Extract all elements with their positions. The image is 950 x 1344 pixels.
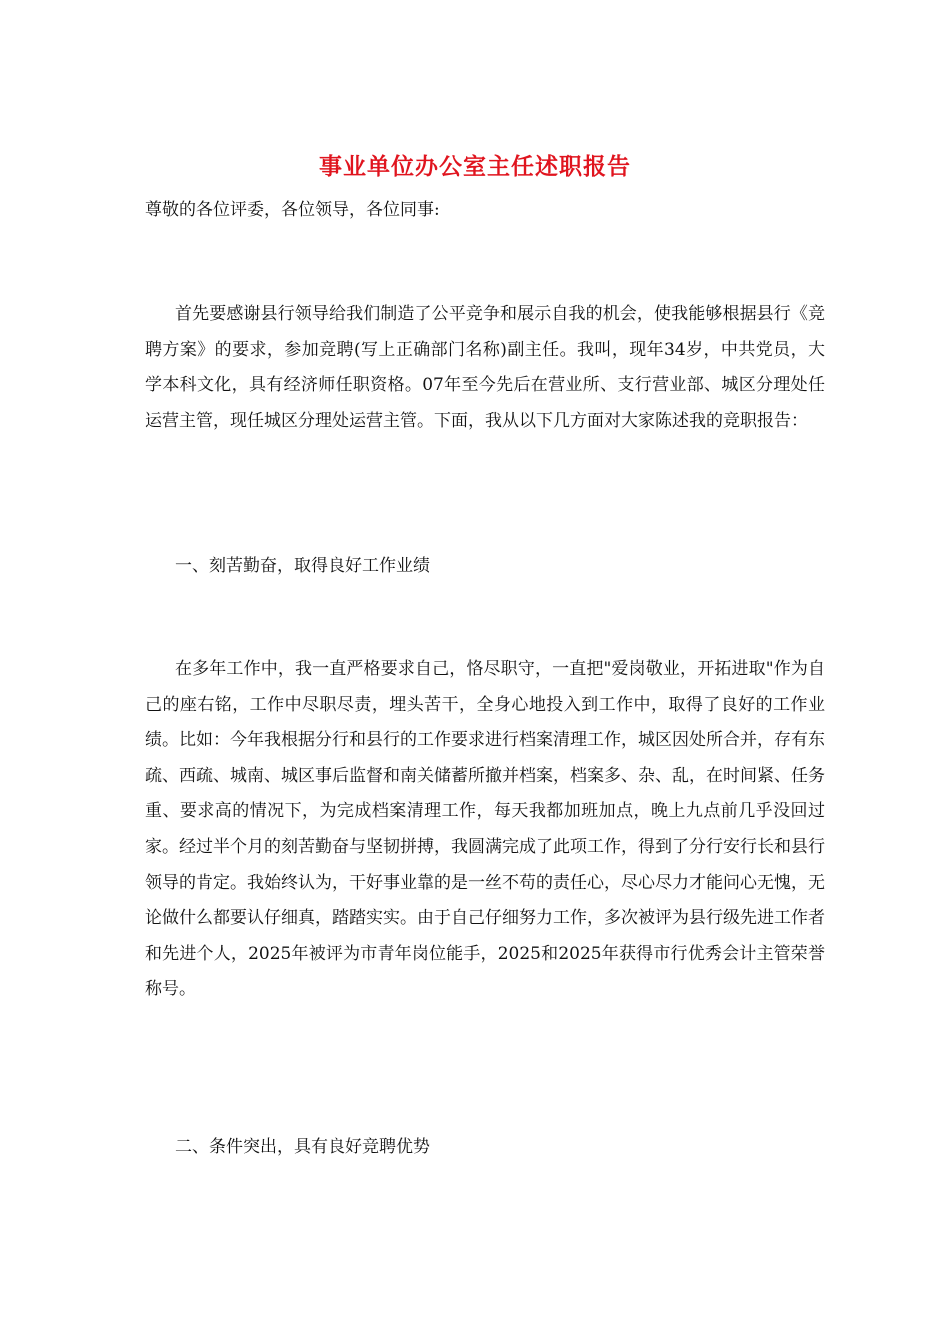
paragraph-introduction: 首先要感谢县行领导给我们制造了公平竞争和展示自我的机会，使我能够根据县行《竞聘方案》的要求，参加竞聘(写上正确部门名称)副主任。我叫，现年34岁，中共党员，大学本科文化，具有经济师任职资格。07年至今先后在营业所、支行营业部、城区分理处任运营主管，现任城区分理处运营主管。下面，我从以下几方面对大家陈述我的竞职报告： bbox=[145, 304, 825, 431]
section-heading-2: 二、条件突出，具有良好竞聘优势 bbox=[175, 1137, 430, 1157]
section-heading-1: 一、刻苦勤奋，取得良好工作业绩 bbox=[175, 556, 430, 576]
salutation: 尊敬的各位评委，各位领导，各位同事: bbox=[145, 200, 440, 220]
document-title: 事业单位办公室主任述职报告 bbox=[319, 153, 631, 180]
paragraph-work-achievements: 在多年工作中，我一直严格要求自己，恪尽职守，一直把"爱岗敬业，开拓进取"作为自己的座右铭，工作中尽职尽责，埋头苦干，全身心地投入到工作中，取得了良好的工作业绩。比如：今年我根据分行和县行的工作要求进行档案清理工作，城区因处所合并，存有东疏、西疏、城南、城区事后监督和南关储蓄所撤并档案，档案多、杂、乱，在时间紧、任务重、要求高的情况下，为完成档案清理工作，每天我都加班加点，晚上九点前几乎没回过家。经过半个月的刻苦勤奋与坚韧拼搏，我圆满完成了此项工作，得到了分行安行长和县行领导的肯定。我始终认为，干好事业靠的是一丝不苟的责任心，尽心尽力才能问心无愧，无论做什么都要认仔细真，踏踏实实。由于自己仔细努力工作，多次被评为县行级先进工作者和先进个人，2025年被评为市青年岗位能手，2025和2025年获得市行优秀会计主管荣誉称号。 bbox=[145, 659, 825, 1000]
